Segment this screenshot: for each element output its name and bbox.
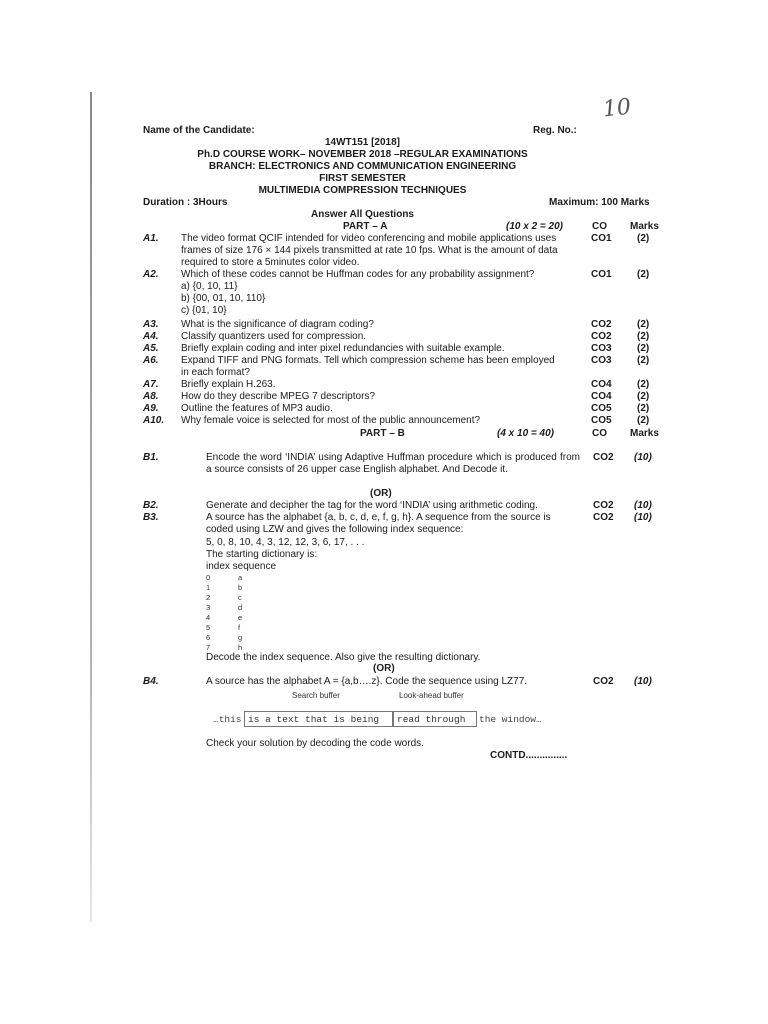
- question-co: CO4: [591, 379, 612, 390]
- page-fold-edge: [90, 92, 92, 922]
- question-b4-text: A source has the alphabet A = {a,b….z}. Code the sequence using LZ77.: [206, 676, 528, 687]
- part-b-scheme: (4 x 10 = 40): [497, 428, 554, 439]
- question-b3-marks: (10): [634, 512, 652, 523]
- exam-code: 14WT151 [2018]: [324, 137, 401, 148]
- option-c: c) {01, 10}: [181, 305, 227, 316]
- question-co: CO5: [591, 403, 612, 414]
- question-co: CO2: [591, 319, 612, 330]
- question-marks: (2): [637, 415, 650, 426]
- handwritten-score-mark: 10: [601, 94, 633, 123]
- question-text: Which of these codes cannot be Huffman codes for any probability assignment?: [181, 269, 535, 280]
- option-b: b) {00, 01, 10, 110}: [181, 293, 266, 304]
- question-co: CO3: [591, 343, 612, 354]
- question-a6: [143, 355, 663, 379]
- question-number: A4.: [143, 331, 159, 342]
- question-marks: (2): [637, 403, 650, 414]
- question-number: A1.: [143, 233, 159, 244]
- dict-index: 7: [206, 643, 211, 652]
- question-marks: (2): [637, 269, 650, 280]
- question-a1: [143, 233, 663, 269]
- dict-index: 2: [206, 593, 211, 602]
- question-co: CO1: [591, 269, 612, 280]
- exam-title: Ph.D COURSE WORK– NOVEMBER 2018 –REGULAR EXAMINATIONS: [197, 149, 528, 160]
- question-text: Why female voice is selected for most of the public announcement?: [181, 415, 481, 426]
- dict-index: 6: [206, 633, 211, 642]
- instruction: Answer All Questions: [311, 209, 414, 220]
- question-a3: [143, 319, 663, 331]
- question-a4: [143, 331, 663, 343]
- question-text: How do they describe MPEG 7 descriptors?: [181, 391, 375, 402]
- question-b3-text: A source has the alphabet {a, b, c, d, e, f, g, h}. A sequence from the source is coded using LZW and gives the following index sequence:: [206, 512, 551, 535]
- dict-seq: f: [238, 623, 241, 632]
- question-text: The video format QCIF intended for video conferencing and mobile applications uses frames of size 176 × 144 pixels transmitted at rate 10 fps. What is the amount of data required to store a 5minutes color video.: [181, 233, 558, 268]
- continued-note: CONTD...............: [490, 750, 568, 761]
- semester-line: FIRST SEMESTER: [319, 173, 406, 184]
- dict-seq: a: [238, 573, 243, 582]
- question-number: A6.: [143, 355, 159, 366]
- lz77-lead-text: …this: [213, 714, 242, 725]
- dict-seq: d: [238, 603, 243, 612]
- question-b1-number: B1.: [143, 452, 159, 463]
- option-a: a) {0, 10, 11}: [181, 281, 238, 292]
- question-a2: [143, 269, 663, 317]
- question-marks: (2): [637, 331, 650, 342]
- question-marks: (2): [637, 355, 650, 366]
- question-number: A8.: [143, 391, 159, 402]
- question-b2-co: CO2: [593, 500, 614, 511]
- question-text: Outline the features of MP3 audio.: [181, 403, 333, 414]
- dict-seq: h: [238, 643, 243, 652]
- question-text: What is the significance of diagram coding?: [181, 319, 374, 330]
- dict-seq: g: [238, 633, 243, 642]
- question-co: CO1: [591, 233, 612, 244]
- dict-index: 5: [206, 623, 211, 632]
- reg-no-label: Reg. No.:: [533, 125, 577, 136]
- or-separator: (OR): [370, 488, 392, 499]
- question-co: CO4: [591, 391, 612, 402]
- question-b2-number: B2.: [143, 500, 159, 511]
- lzw-index-sequence: 5, 0, 8, 10, 4, 3, 12, 12, 3, 6, 17, . . .: [206, 537, 365, 548]
- question-number: A2.: [143, 269, 159, 280]
- question-b2-marks: (10): [634, 500, 652, 511]
- branch-line: BRANCH: ELECTRONICS AND COMMUNICATION ENGINEERING: [208, 161, 517, 172]
- question-co: CO3: [591, 355, 612, 366]
- search-buffer-label: Search buffer: [292, 691, 340, 700]
- b3-closing: Decode the index sequence. Also give the resulting dictionary.: [206, 652, 481, 663]
- question-b1-co: CO2: [593, 452, 614, 463]
- question-a7: [143, 379, 663, 391]
- question-co: CO2: [591, 331, 612, 342]
- question-b1-marks: (10): [634, 452, 652, 463]
- or-separator: (OR): [373, 663, 395, 674]
- dictionary-intro: The starting dictionary is:: [206, 549, 318, 560]
- duration: Duration : 3Hours: [143, 197, 228, 208]
- marks-column-header: Marks: [630, 428, 659, 439]
- question-text: Expand TIFF and PNG formats. Tell which compression scheme has been employed in each format?: [181, 355, 555, 378]
- dict-seq: c: [238, 593, 242, 602]
- candidate-name-label: Name of the Candidate:: [143, 125, 255, 136]
- dict-index: 0: [206, 573, 211, 582]
- question-b4-number: B4.: [143, 676, 159, 687]
- dictionary-header: index sequence: [206, 561, 277, 572]
- question-b4-co: CO2: [593, 676, 614, 687]
- subject-title: MULTIMEDIA COMPRESSION TECHNIQUES: [258, 185, 467, 196]
- question-text: Briefly explain H.263.: [181, 379, 276, 390]
- dict-index: 1: [206, 583, 211, 592]
- question-b4-marks: (10): [634, 676, 652, 687]
- question-a5: [143, 343, 663, 355]
- question-b2-text: Generate and decipher the tag for the word ‘INDIA’ using arithmetic coding.: [206, 500, 538, 511]
- question-number: A3.: [143, 319, 159, 330]
- question-a10: [143, 415, 663, 427]
- part-a-title: PART – A: [343, 221, 388, 232]
- co-column-header: CO: [592, 428, 607, 439]
- question-marks: (2): [637, 343, 650, 354]
- max-marks: Maximum: 100 Marks: [549, 197, 650, 208]
- question-number: A7.: [143, 379, 159, 390]
- question-marks: (2): [637, 379, 650, 390]
- question-b1-text: Encode the word ‘INDIA’ using Adaptive Huffman procedure which is produced from a source consists of 26 upper case English alphabet. And Decode it.: [206, 452, 580, 475]
- lz77-search-buffer: is a text that is being: [244, 711, 393, 727]
- dict-index: 3: [206, 603, 211, 612]
- dict-index: 4: [206, 613, 211, 622]
- question-number: A5.: [143, 343, 159, 354]
- marks-column-header: Marks: [630, 221, 659, 232]
- question-b3-number: B3.: [143, 512, 159, 523]
- dict-seq: b: [238, 583, 243, 592]
- lookahead-buffer-label: Look-ahead buffer: [399, 691, 464, 700]
- question-number: A9.: [143, 403, 159, 414]
- question-marks: (2): [637, 233, 650, 244]
- question-text: Briefly explain coding and inter pixel redundancies with suitable example.: [181, 343, 505, 354]
- question-marks: (2): [637, 391, 650, 402]
- lz77-trail-text: the window…: [479, 714, 542, 725]
- b4-closing: Check your solution by decoding the code words.: [206, 738, 424, 749]
- question-a8: [143, 391, 663, 403]
- part-b-title: PART – B: [360, 428, 405, 439]
- lz77-lookahead-buffer: read through: [393, 711, 477, 727]
- question-b3-co: CO2: [593, 512, 614, 523]
- question-text: Classify quantizers used for compression.: [181, 331, 367, 342]
- question-number: A10.: [143, 415, 165, 426]
- question-a9: [143, 403, 663, 415]
- dict-seq: e: [238, 613, 243, 622]
- question-marks: (2): [637, 319, 650, 330]
- question-co: CO5: [591, 415, 612, 426]
- co-column-header: CO: [592, 221, 607, 232]
- part-a-scheme: (10 x 2 = 20): [506, 221, 563, 232]
